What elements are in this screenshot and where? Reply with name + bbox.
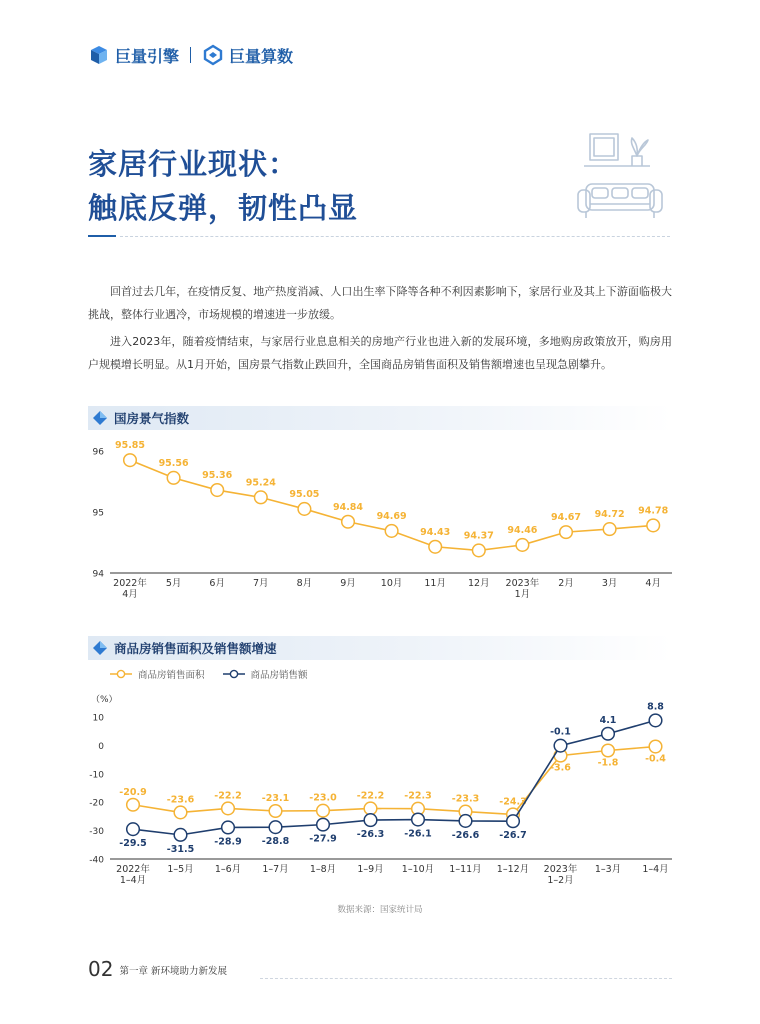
legend-label-amount: 商品房销售额 [250,670,308,681]
page-title-line2: 触底反弹，韧性凸显 [88,191,359,225]
y-tick-label: 96 [92,447,104,458]
x-tick-label [357,864,383,875]
series-line-1 [133,720,656,834]
y-tick-label: -10 [89,770,104,781]
brand2-text: 巨量算数 [229,46,294,66]
brand1-text: 巨量引擎 [115,46,180,66]
data-label: 95.24 [245,477,276,489]
x-tick-label-line: 12月 [468,578,490,589]
data-point [507,815,520,828]
y-tick-label: 94 [92,569,104,580]
x-tick-label-line: 1–7月 [262,864,289,875]
page-number: 02 [88,957,114,981]
x-tick-label [497,864,529,875]
x-tick-label-line: 1–5月 [167,864,194,875]
data-label: -26.1 [404,828,432,840]
data-label: -26.3 [356,829,385,841]
x-tick-label-line: 1–12月 [496,864,530,875]
x-tick-label [116,863,150,886]
x-tick-label-line: 1–9月 [357,864,384,875]
data-label: 94.84 [332,501,364,513]
data-point [602,744,615,757]
x-tick-label [544,863,578,886]
data-label: 94.72 [594,509,625,521]
data-label: 95.85 [114,440,146,452]
data-source: 数据来源：国家统计局 [337,905,423,915]
data-label: -20.9 [119,786,147,798]
x-tick-label-line: 2022年 [113,578,147,589]
x-tick-label-line: 1–3月 [594,864,622,875]
data-label: 94.37 [463,530,494,542]
y-tick-label: -30 [89,827,104,838]
data-label: -28.9 [214,836,242,848]
data-label: 95.56 [158,457,189,469]
data-label: -23.3 [451,793,480,805]
x-tick-label-line: 6月 [209,578,225,589]
data-point [412,813,425,826]
section-title-sales: 商品房销售面积及销售额增速 [114,641,277,656]
y-tick-label: 0 [98,741,104,752]
data-label: 94.69 [376,510,407,522]
data-label: 95.05 [289,488,320,500]
x-tick-label-line: 1–10月 [401,864,435,875]
x-tick-label-line: 1月 [514,589,531,600]
x-tick-label [310,864,336,875]
x-tick-label-line: 2023年 [505,578,540,589]
x-tick-label-line: 1–4月 [642,864,669,875]
data-label: -3.6 [550,762,571,774]
data-point [127,798,140,811]
y-axis-unit: （%） [91,695,118,705]
data-label: 8.8 [647,701,664,713]
data-point [554,739,567,752]
x-tick-label-line: 2月 [558,578,574,589]
data-point [269,805,282,818]
data-point [269,821,282,834]
y-tick-label: -40 [89,855,104,866]
data-point [459,815,472,828]
data-label: -23.1 [261,793,290,805]
x-tick-label-line: 1–6月 [214,864,242,875]
data-label: 94.43 [420,526,451,538]
data-label: -23.6 [166,794,195,806]
x-tick-label-line: 4月 [645,578,661,589]
x-tick-label-line: 1–11月 [449,864,482,875]
x-tick-label-line: 2023年 [543,864,578,875]
data-label: -24.3 [499,796,527,808]
paragraph-2: 进入2023年，随着疫情结束，与家居行业息息相关的房地产行业也进入新的发展环境，多地购房政策放开，购房用户规模增长明显。从1月开始，国房景气指数止跌回升，全国商品房销售面积及销售额增速也呈现急剧攀升。 [88,335,672,371]
data-label: -22.2 [356,790,385,802]
data-point [222,802,235,815]
x-tick-label [449,864,481,875]
data-label: -29.5 [119,838,147,850]
x-tick-label-line: 2022年 [116,864,150,875]
x-tick-label [595,864,621,875]
x-tick-label-line: 5月 [165,578,182,589]
chapter-label: 第一章 新环境助力新发展 [119,966,227,977]
data-point [649,740,662,753]
footer [88,958,227,980]
data-point [127,823,140,836]
x-tick-label-line: 1–2月 [547,875,574,886]
x-tick-label [167,864,193,875]
y-tick-label: 95 [92,508,104,519]
data-point [222,821,235,834]
data-label: 94.78 [638,505,669,517]
data-label: -28.8 [261,836,290,848]
x-tick-label-line: 3月 [601,578,618,589]
section-title-index: 国房景气指数 [114,411,190,426]
data-label: -0.4 [645,753,666,765]
data-point [317,818,330,831]
x-tick-label-line: 4月 [122,589,138,600]
data-label: -22.2 [214,790,242,802]
data-label: -22.3 [404,790,432,802]
data-label: 95.36 [202,470,233,482]
data-point [174,806,187,819]
x-tick-label-line: 7月 [253,578,269,589]
paragraph-1: 回首过去几年，在疫情反复、地产热度消减、人口出生率下降等各种不利因素影响下，家居行业及其上下游面临极大挑战，整体行业遇冷，市场规模的增速进一步放缓。 [88,285,672,321]
data-label: -26.6 [451,829,480,841]
data-point [649,714,662,727]
data-label: -27.9 [309,833,337,845]
x-tick-label-line: 8月 [296,578,313,589]
x-tick-label-line: 11月 [424,578,446,589]
data-label: -31.5 [166,843,195,855]
y-tick-label: -20 [89,798,104,809]
data-point [364,802,377,815]
data-label: 94.67 [550,512,582,524]
data-label: -0.1 [550,726,571,738]
data-label: -23.0 [309,792,337,804]
x-tick-label [642,864,668,875]
footer-divider [260,978,672,979]
data-point [602,727,615,740]
x-tick-label-line: 10月 [380,578,403,589]
page-title-line1: 家居行业现状： [88,147,299,181]
series-line-0 [133,747,656,815]
data-point [364,814,377,827]
data-point [317,804,330,817]
data-label: -1.8 [597,757,619,769]
data-point [174,829,187,842]
data-label: 4.1 [599,714,617,726]
x-tick-label-line: 1–4月 [119,875,147,886]
x-tick-label [402,864,434,875]
legend-label-area: 商品房销售面积 [138,670,205,681]
data-label: -26.7 [499,830,527,842]
x-tick-label [215,864,241,875]
x-tick-label [262,864,288,875]
x-tick-label-line: 9月 [340,578,356,589]
y-tick-label: 10 [92,713,104,724]
data-label: 94.46 [507,524,538,536]
x-tick-label-line: 1–8月 [309,864,337,875]
